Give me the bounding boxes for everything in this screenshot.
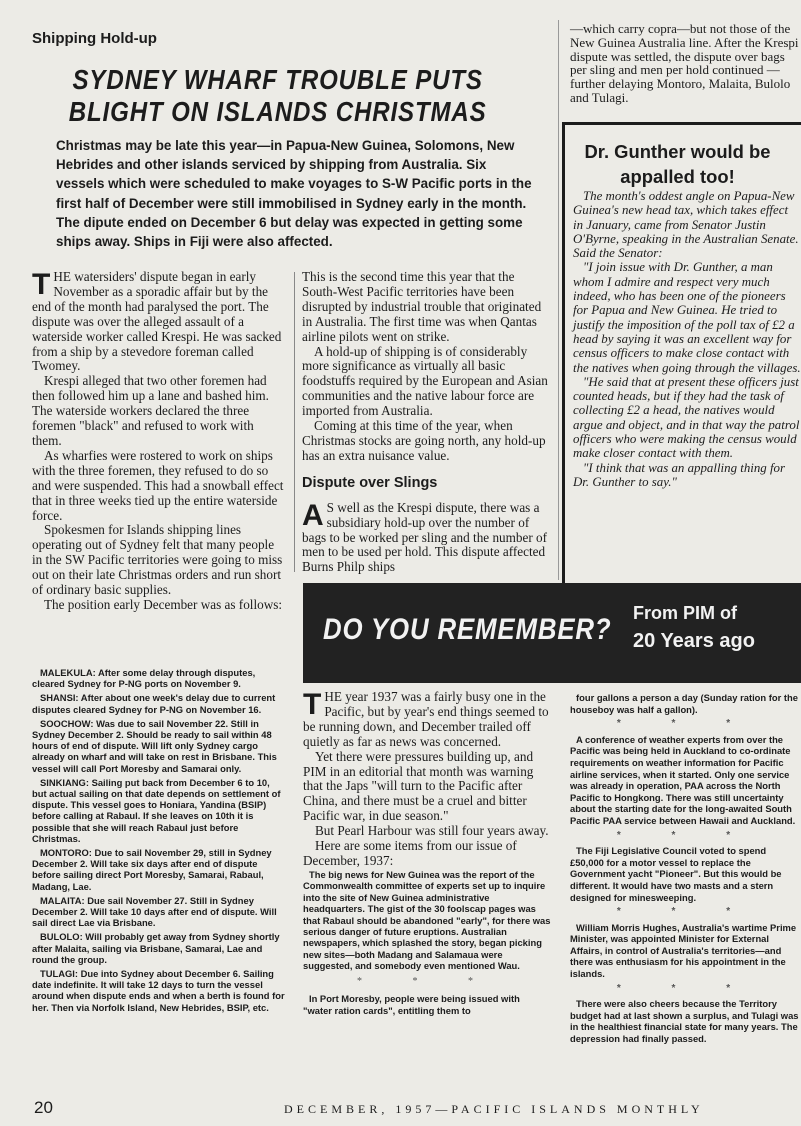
ship-entry: SOOCHOW: Was due to sail November 22. Still in Sydney December 2. Should be ready to sail within 48 hours of end of dispute. Will lift only Sydney cargo already on wharf and will take on rest in Brisbane. This vessel will call Port Moresby and Samarai only. bbox=[32, 717, 277, 774]
paragraph: Spokesmen for Islands shipping lines operating out of Sydney felt that many people in the SW Pacific territories were going to miss out on their late Christmas orders and run short of ordinary basic supplies. bbox=[32, 522, 283, 598]
drop-cap: T bbox=[303, 688, 322, 721]
paragraph: "He said that at present these officers just counted heads, but if they had the task of collecting £2 a head, the natives would argue and object, and in that way the patrol officers who were making the census would make closer contact with them. bbox=[573, 374, 800, 461]
paragraph: Here are some items from our issue of December, 1937: bbox=[303, 838, 517, 868]
sidebar-box bbox=[562, 122, 801, 583]
sidebar-body bbox=[573, 189, 801, 489]
ship-entry: MALAITA: Due sail November 27. Still in Sydney December 2. Will take 10 days after end of dispute. Will sail direct Lae via Brisbane. bbox=[32, 894, 277, 929]
separator-stars: * * * bbox=[616, 982, 755, 994]
paragraph: The month's oddest angle on Papua-New Guinea's new head tax, which takes effect in January, came from Senator Justin O'Byrne, speaking in the Australian Senate. Said the Senator: bbox=[573, 189, 799, 261]
paragraph: A conference of weather experts from over the Pacific was being held in Auckland to co-ordinate requirements on weather information for Pacific airline services, when it started. Only one service was already in operation, PAA across the North Pacific to Hongkong. There was still uncertainty about the starting date for the long-awaited South Pacific PAA service between Hawaii and Auckland. bbox=[570, 733, 796, 826]
drop-cap: A bbox=[302, 498, 324, 532]
paragraph: This is the second time this year that the South-West Pacific territories have been disrupted by industrial trouble that originated in Australia. The first time was when Qantas airline pilots went on strike. bbox=[302, 269, 542, 344]
paragraph: As wharfies were rostered to work on ships with the three foremen, they refused to do so and were suspended. This had a snowball effect that in three weeks tied up the entire waterside force. bbox=[32, 447, 284, 523]
paragraph: The Fiji Legislative Council voted to spend £50,000 for a motor vessel to replace the Government yacht "Pioneer". But this would be different. It would have two masts and a stern designed for minesweeping. bbox=[570, 845, 782, 903]
headline bbox=[30, 64, 487, 128]
sidebar-title: Dr. Gunther would be appalled too! bbox=[584, 141, 771, 187]
ship-entry: MONTORO: Due to sail November 29, still in Sydney December 2. Will take six days after end of dispute before sailing direct Port Moresby, Samarai, Rabaul, Madang, Lae. bbox=[32, 847, 272, 892]
section-kicker: Shipping Hold-up bbox=[32, 30, 157, 47]
article-column-1 bbox=[32, 270, 285, 613]
ship-entry: TULAGI: Due into Sydney about December 6. Sailing date indefinite. It will take 12 days to turn the vessel around when dispute ends and when a berth is found for her. Then via Norfolk Island, New Hebrides, BSIP, etc. bbox=[32, 968, 285, 1013]
paragraph: The position early December was as follows: bbox=[44, 596, 283, 612]
article-column-2 bbox=[302, 270, 552, 575]
paragraph: But Pearl Harbour was still four years away. bbox=[315, 823, 549, 839]
paragraph: THE watersiders' dispute began in early November as a sporadic affair but by the end of the month had paralysed the port. The dispute was over the alleged assault of a waterside worker called Krespi. He was sacked from a ship by a stevedore foreman called Twomey. bbox=[32, 268, 282, 374]
separator-stars: * * * bbox=[616, 829, 755, 841]
do-you-remember-banner bbox=[303, 583, 801, 683]
headline-line-2: BLIGHT ON ISLANDS CHRISTMAS bbox=[68, 96, 487, 127]
banner-subtitle-line-2: 20 Years ago bbox=[633, 630, 755, 652]
article-column-3 bbox=[303, 690, 551, 1016]
paragraph: There were also cheers because the Territory budget had at last shown a surplus, and Tulagi was in the healthiest financial state for many years. The depression had finally passed. bbox=[570, 998, 799, 1045]
column-rule bbox=[558, 20, 559, 580]
separator-stars: * * * bbox=[357, 975, 497, 987]
paragraph: A S well as the Krespi dispute, there was a subsidiary hold-up over the number of bags to be worked per sling and the number of men to be used per hold. This dispute affected Burns Philp ships bbox=[302, 498, 548, 575]
ship-status-list bbox=[32, 667, 285, 1016]
ship-entry: SINKIANG: Sailing put back from December 6 to 10, but actual sailing on that date depends on settlement of dispute. This vessel goes to Honiara, Yandina (BSIP) before calling at Rabaul. If she leaves on 10th it is possible that she will reach Rabaul just before Christmas. bbox=[32, 776, 281, 844]
page-number: 20 bbox=[34, 1098, 53, 1117]
paragraph: A hold-up of shipping is of considerably more significance as virtually all basic foodstuffs required by the European and Asian communities and the native labour force are imported from Australia. bbox=[302, 343, 548, 419]
paragraph: "I think that was an appalling thing for Dr. Gunther to say." bbox=[573, 460, 786, 489]
ship-entry: MALEKULA: After some delay through disputes, cleared Sydney for P-NG ports on November 9. bbox=[32, 667, 256, 690]
paragraph: four gallons a person a day (Sunday ration for the houseboy was half a gallon). bbox=[570, 692, 798, 715]
paragraph: Yet there were pressures building up, and PIM in an editorial that month was warning that the Japs "will turn to the Pacific after China, and there must be a cruel and bitter Pacific war, in due season." bbox=[303, 748, 534, 824]
drop-cap: T bbox=[32, 268, 51, 301]
column-rule bbox=[294, 272, 295, 572]
paragraph: "I join issue with Dr. Gunther, a man whom I admire and respect very much indeed, who has been one of the pioneers for Papua and New Guinea. He tried to justify the imposition of the poll tax of £2 a head by saying it was an excellent way for census officers to make close contact with the natives when going through the villages. bbox=[573, 260, 801, 375]
paragraph: Coming at this time of the year, when Christmas stocks are going north, any hold-up has an extra nuisance value. bbox=[302, 418, 546, 463]
paragraph: The big news for New Guinea was the report of the Commonwealth committee of experts set up to inquire into the site of New Guinea administrative headquarters. The gist of the 30 foolscap pages was that Rabaul should be abandoned "early", for there was serious danger of future eruptions. Australian newspapers, which splashed the story, began picking new sites—both Madang and Salamaua were suggested, and somebody even mentioned Wau. bbox=[303, 868, 551, 972]
paragraph: Krespi alleged that two other foremen had then followed him up a lane and bashed him. The waterside workers declared the three foremen "black" and refused to work with them. bbox=[32, 373, 269, 448]
headline-line-1: SYDNEY WHARF TROUBLE PUTS bbox=[72, 64, 483, 95]
separator-stars: * * * bbox=[616, 718, 755, 730]
banner-question: DO YOU REMEMBER? bbox=[323, 613, 612, 646]
subheading: Dispute over Slings bbox=[302, 474, 438, 491]
standfirst: Christmas may be late this year—in Papua-New Guinea, Solomons, New Hebrides and other islands serviced by shipping from Australia. Six vessels which were scheduled to make voyages to S-W Pacific ports in the first half of December were still immobilised in Sydney early in the month. The dipute ended on December 6 but delay was expected in getting some ships away. Ships in Fiji were also affected. bbox=[56, 138, 532, 250]
running-footer: DECEMBER, 1957—PACIFIC ISLANDS MONTHLY bbox=[284, 1102, 704, 1116]
ship-entry: BULOLO: Will probably get away from Sydney shortly after Malaita, sailing via Brisbane, Samarai, Lae and round the group. bbox=[32, 931, 280, 965]
ship-entry: SHANSI: After about one week's delay due to current disputes cleared Sydney for P-NG on November 16. bbox=[32, 692, 276, 715]
paragraph: William Morris Hughes, Australia's wartime Prime Minister, was appointed Minister for External Affairs, in control of Australia's territories—and there was enthusiasm for his appointment in the islands. bbox=[570, 921, 797, 980]
article-column-4 bbox=[570, 692, 801, 1045]
banner-subtitle-line-1: From PIM of bbox=[633, 603, 737, 623]
banner-subtitle bbox=[633, 599, 755, 655]
paragraph: In Port Moresby, people were being issued with "water ration cards", entitling them to bbox=[303, 993, 520, 1016]
article-continuation: —which carry copra—but not those of the New Guinea Australia line. After the Krespi dispute was settled, the dispute over bags per sling and men per hold continued —further delaying Montoro, Malaita, Bulolo and Tulagi. bbox=[570, 21, 799, 105]
separator-stars: * * * bbox=[616, 906, 755, 918]
paragraph: THE year 1937 was a fairly busy one in the Pacific, but by year's end things seemed to be running down, and December trailed off quietly as far as news was concerned. bbox=[303, 688, 549, 749]
